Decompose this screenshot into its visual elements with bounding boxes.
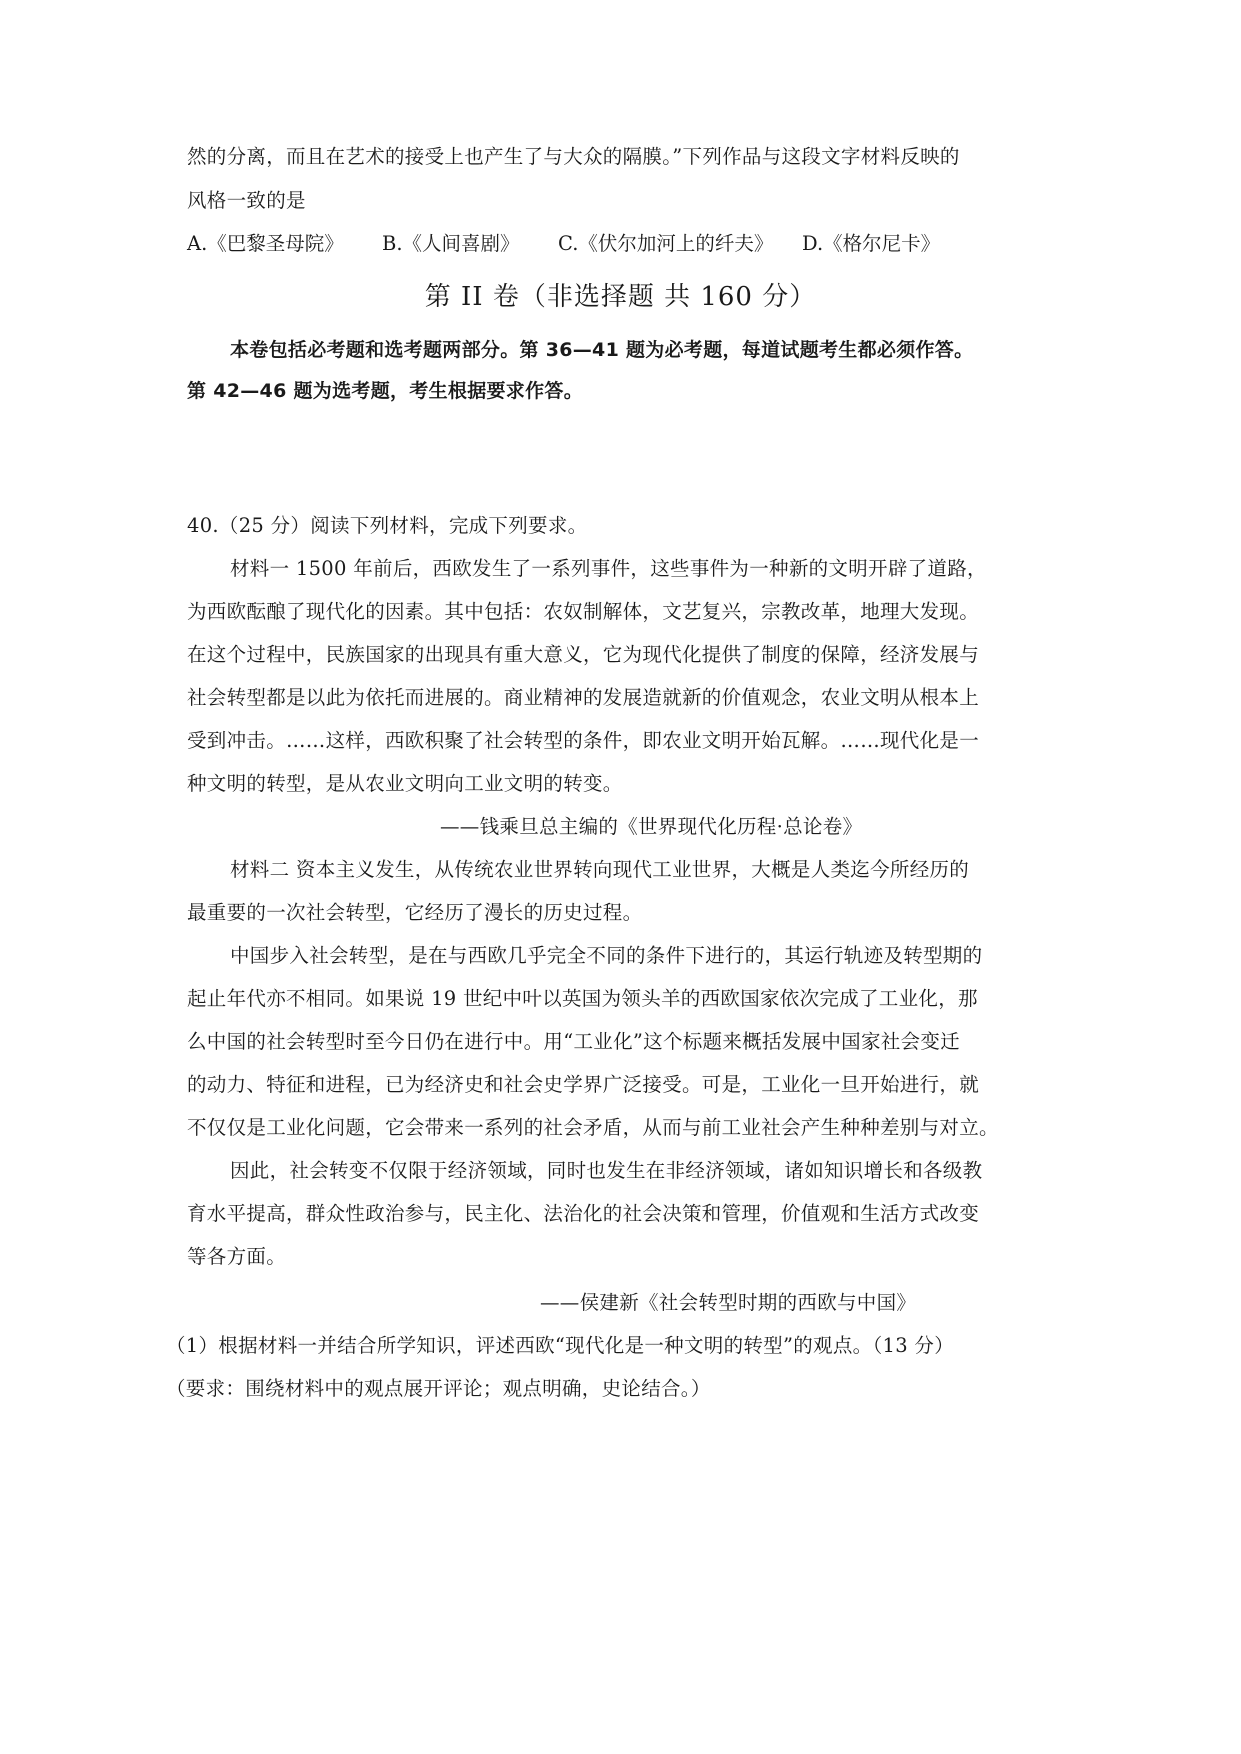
- material-1-line: 种文明的转型，是从农业文明向工业文明的转变。: [187, 772, 623, 795]
- material-1-line: 材料一 1500 年前后，西欧发生了一系列事件，这些事件为一种新的文明开辟了道路，: [230, 557, 987, 580]
- material-2-line: 起止年代亦不相同。如果说 19 世纪中叶以英国为领头羊的西欧国家依次完成了工业化，那: [187, 987, 978, 1010]
- material-2-line: 不仅仅是工业化问题，它会带来一系列的社会矛盾，从而与前工业社会产生种种差别与对立。: [187, 1116, 999, 1139]
- option-d: D.《格尔尼卡》: [802, 232, 941, 255]
- material-2-line: 的动力、特征和进程，已为经济史和社会史学界广泛接受。可是，工业化一旦开始进行，就: [187, 1073, 980, 1096]
- q35-text-line-1: 然的分离，而且在艺术的接受上也产生了与大众的隔膜。”下列作品与这段文字材料反映的: [187, 145, 960, 168]
- part-2-title: 第 II 卷（非选择题 共 160 分）: [424, 282, 817, 312]
- part-2-instructions-line-1: 本卷包括必考题和选考题两部分。第 36—41 题为必考题，每道试题考生都必须作答。: [230, 339, 974, 361]
- material-2-source: ——侯建新《社会转型时期的西欧与中国》: [540, 1291, 917, 1314]
- material-2-line: 中国步入社会转型，是在与西欧几乎完全不同的条件下进行的，其运行轨迹及转型期的: [230, 944, 983, 967]
- material-2-line: 等各方面。: [187, 1245, 287, 1268]
- q35-text-line-2: 风格一致的是: [187, 189, 306, 212]
- q40-heading: 40.（25 分）阅读下列材料，完成下列要求。: [187, 514, 588, 537]
- material-2-line: 么中国的社会转型时至今日仍在进行中。用“工业化”这个标题来概括发展中国家社会变迁: [187, 1030, 960, 1053]
- material-2-line: 育水平提高，群众性政治参与，民主化、法治化的社会决策和管理，价值观和生活方式改变: [187, 1202, 980, 1225]
- material-1-line: 社会转型都是以此为依托而进展的。商业精神的发展造就新的价值观念，农业文明从根本上: [187, 686, 980, 709]
- sub-question-1-requirement: （要求：围绕材料中的观点展开评论；观点明确，史论结合。）: [166, 1377, 711, 1400]
- option-a: A.《巴黎圣母院》: [187, 232, 344, 255]
- material-1-source: ——钱乘旦总主编的《世界现代化历程·总论卷》: [440, 815, 863, 838]
- material-2-line: 最重要的一次社会转型，它经历了漫长的历史过程。: [187, 901, 643, 924]
- sub-question-1: （1）根据材料一并结合所学知识，评述西欧“现代化是一种文明的转型”的观点。（13 分）: [166, 1334, 955, 1357]
- option-c: C.《伏尔加河上的纤夫》: [558, 232, 774, 255]
- material-1-line: 在这个过程中，民族国家的出现具有重大意义，它为现代化提供了制度的保障，经济发展与: [187, 643, 980, 666]
- material-2-line: 材料二 资本主义发生，从传统农业世界转向现代工业世界，大概是人类迄今所经历的: [230, 858, 970, 881]
- material-1-line: 受到冲击。……这样，西欧积聚了社会转型的条件，即农业文明开始瓦解。……现代化是一: [187, 729, 979, 752]
- material-1-line: 为西欧酝酿了现代化的因素。其中包括：农奴制解体，文艺复兴，宗教改革，地理大发现。: [187, 600, 980, 623]
- part-2-instructions-line-2: 第 42—46 题为选考题，考生根据要求作答。: [187, 380, 584, 402]
- material-2-line: 因此，社会转变不仅限于经济领域，同时也发生在非经济领域，诸如知识增长和各级教: [230, 1159, 983, 1182]
- option-b: B.《人间喜剧》: [382, 232, 520, 255]
